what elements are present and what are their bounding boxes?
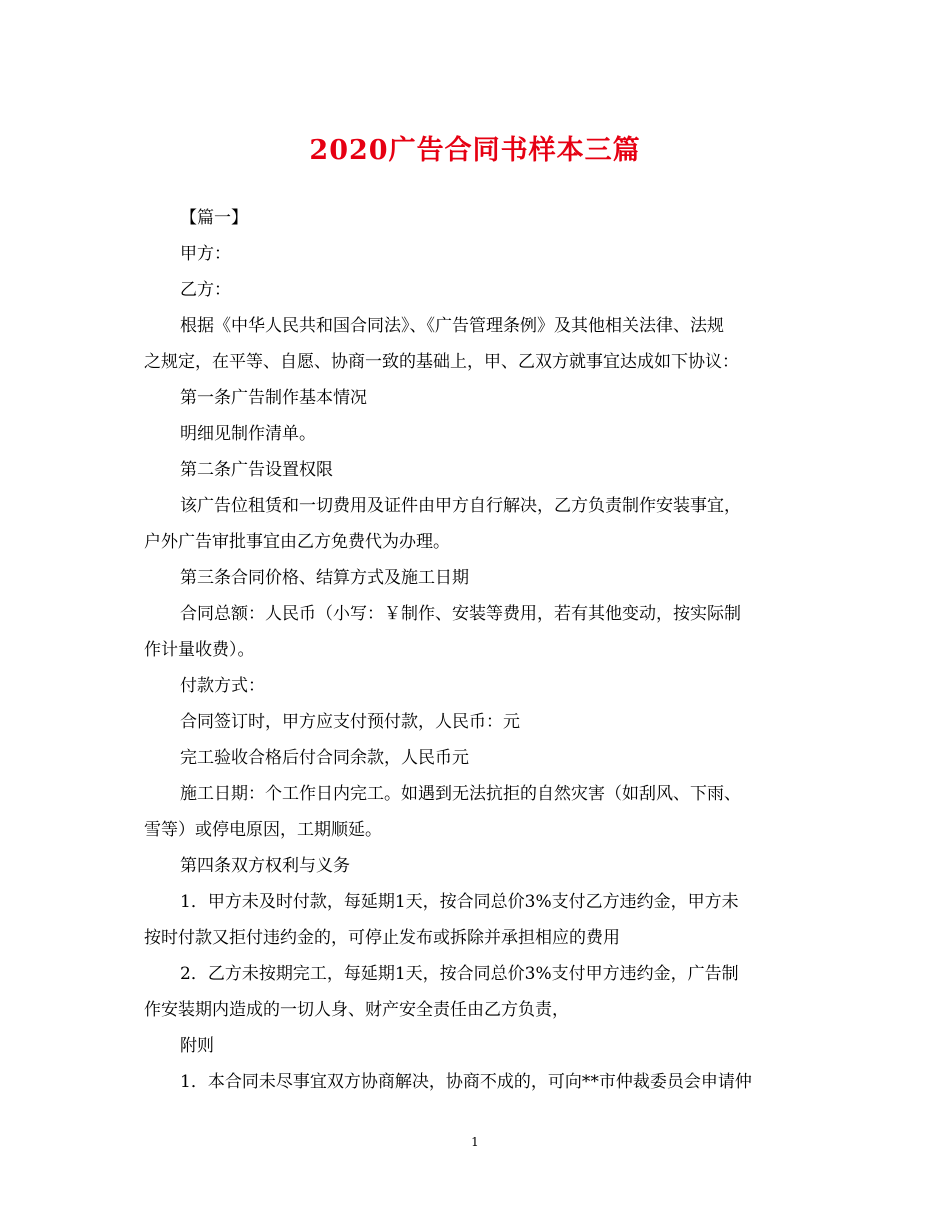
paragraph: [144, 200, 802, 236]
text-line: 合同签订时，甲方应支付预付款，人民币：元: [180, 712, 520, 732]
text-line: 【篇一】: [180, 208, 248, 228]
paragraph: [144, 740, 802, 776]
paragraph: [144, 596, 802, 668]
paragraph: [144, 884, 802, 956]
paragraph: [144, 272, 802, 308]
text-line: 第四条双方权利与义务: [180, 856, 350, 876]
paragraph: [144, 560, 802, 596]
paragraph: [144, 776, 802, 848]
text-line: 第二条广告设置权限: [180, 460, 333, 480]
page-number: 1: [471, 1135, 479, 1149]
paragraph: [144, 452, 802, 488]
text-line: 根据《中华人民共和国合同法》、《广告管理条例》及其他相关法律、法规: [180, 316, 724, 336]
text-line: 作安装期内造成的一切人身、财产安全责任由乙方负责，: [144, 1000, 569, 1020]
paragraph: [144, 416, 802, 452]
paragraph: [144, 956, 802, 1028]
text-line: 附则: [180, 1036, 214, 1056]
paragraph: [144, 236, 802, 272]
text-line: 按时付款又拒付违约金的，可停止发布或拆除并承担相应的费用: [144, 928, 620, 948]
text-line: 明细见制作清单。: [180, 424, 316, 444]
document-title: 2020广告合同书样本三篇: [309, 135, 641, 166]
text-line: 完工验收合格后付合同余款，人民币元: [180, 748, 469, 768]
text-line: 该广告位租赁和一切费用及证件由甲方自行解决，乙方负责制作安装事宜，: [180, 496, 741, 516]
paragraph: [144, 1028, 802, 1064]
paragraph: [144, 704, 802, 740]
paragraph: [144, 1064, 802, 1100]
paragraph: [144, 380, 802, 416]
paragraph: [144, 488, 802, 560]
text-line: 2．乙方未按期完工，每延期1天，按合同总价3%支付甲方违约金，广告制: [180, 964, 739, 984]
paragraph: [144, 848, 802, 884]
text-line: 第三条合同价格、结算方式及施工日期: [180, 568, 469, 588]
text-line: 之规定，在平等、自愿、协商一致的基础上，甲、乙双方就事宜达成如下协议：: [144, 352, 739, 372]
paragraph: [144, 308, 802, 380]
text-line: 合同总额：人民币（小写：￥制作、安装等费用，若有其他变动，按实际制: [180, 604, 741, 624]
text-line: 付款方式：: [180, 676, 265, 696]
text-line: 雪等）或停电原因，工期顺延。: [144, 820, 382, 840]
text-line: 乙方：: [180, 280, 231, 300]
document-body: [144, 200, 802, 1100]
text-line: 1．本合同未尽事宜双方协商解决，协商不成的，可向**市仲裁委员会申请仲: [180, 1072, 752, 1092]
text-line: 甲方：: [180, 244, 231, 264]
text-line: 施工日期：个工作日内完工。如遇到无法抗拒的自然灾害（如刮风、下雨、: [180, 784, 741, 804]
text-line: 作计量收费）。: [144, 640, 255, 660]
text-line: 户外广告审批事宜由乙方免费代为办理。: [144, 532, 450, 552]
text-line: 第一条广告制作基本情况: [180, 388, 367, 408]
text-line: 1．甲方未及时付款，每延期1天，按合同总价3%支付乙方违约金，甲方未: [180, 892, 739, 912]
paragraph: [144, 668, 802, 704]
